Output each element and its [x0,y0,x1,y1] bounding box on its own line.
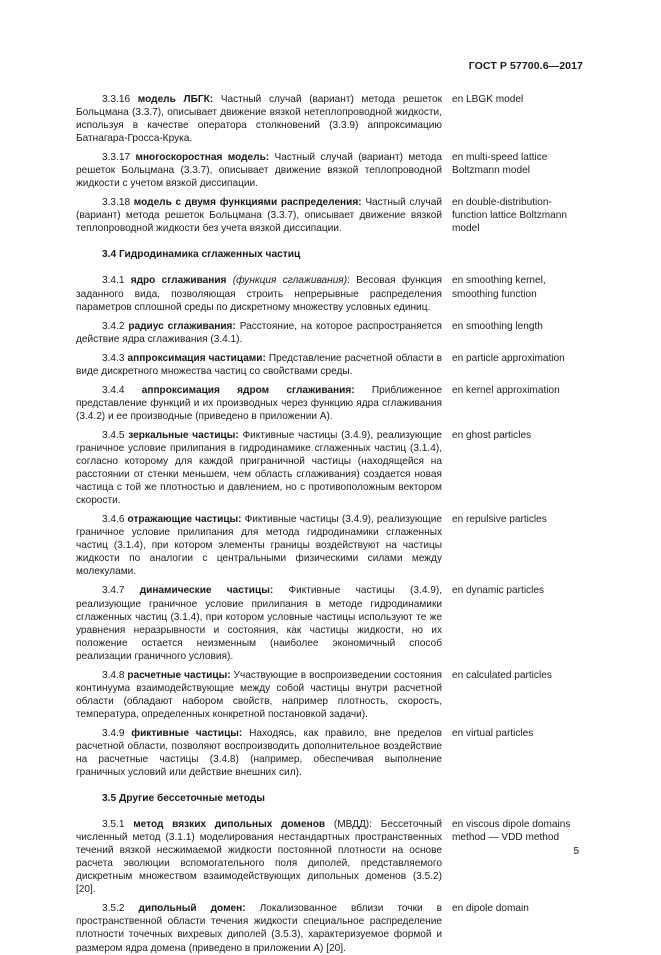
term-definition-ru [76,196,442,235]
term-definition: Участвующие в воспроизведении состояния континуума взаимодействующие между собой частицы внутри расчетной области (обладают набором свойств, например плотность, скорость, температура, определенных конкретной постановкой задачи). [76,669,442,720]
term-entry [76,818,586,896]
term-definition-ru [76,429,442,507]
term-suffix: : [347,275,350,287]
term-name: аппроксимация частицами: [127,352,266,364]
term-english: en particle approximation [452,352,565,364]
section-heading: 3.4 Гидродинамика сглаженных частиц [102,249,301,261]
term-number: 3.4.3 [102,352,125,364]
term-number: 3.5.1 [102,819,125,831]
term-definition-ru [76,151,442,190]
term-entry [76,274,586,313]
term-english: en LBGK model [452,94,524,105]
term-definition-ru [76,320,442,346]
term-number: 3.4.5 [102,429,125,441]
term-definition: Находясь, как правило, вне пределов расчетной области, позволяют воспроизводить дополнительное воздействие на расчетные частицы (3.4.8) (например, обеспечивая выполнение граничных условий или действие внешних сил). [76,727,442,779]
term-english: en virtual particles [452,727,534,739]
term-definition: Представление расчетной области в виде дискретного множества частиц со свойствами среды. [76,352,442,377]
term-english: en double-distribution-function lattice Boltzmann model [452,197,568,235]
term-synonym: (функция сглаживания) [232,275,348,287]
term-definition: Локализованное вблизи точки в пространственной области течения жидкости специальное распределение плотности точечных вихревых диполей (3.5.3), характеризуемое формой и размером ядра домена (приведено в приложении А) [20]. [76,903,442,954]
term-english: en multi-speed lattice Boltzmann model [452,152,548,177]
term-definition: Весовая функция заданного вида, позволяющая строить непрерывные распределения параметров сплошной среды по дискретному множеству условных единиц. [76,275,442,313]
term-entry [76,384,586,423]
term-entry [76,320,586,346]
section-heading: 3.5 Другие бессеточные методы [102,793,265,805]
term-name: ядро сглаживания [130,275,227,287]
term-definition-ru [76,93,442,145]
term-number: 3.3.16 [102,94,131,105]
document-header: ГОСТ Р 57700.6—2017 [468,60,583,72]
term-english: en calculated particles [452,669,552,681]
term-name: метод вязких дипольных доменов [133,819,326,831]
term-definition-ru [76,274,442,313]
term-definition: Частный случай (вариант) метода решеток Больцмана (3.3.7), описывает движение вязкой нетеплопроводной жидкости, используя в качестве оператора столкновений (3.3.9) аппроксимацию Батнагара-Гросса-Крука. [76,94,443,145]
term-name: отражающие частицы: [127,514,242,526]
term-definition-ru [76,584,442,662]
term-english: en ghost particles [452,429,532,441]
term-english: en viscous dipole domains method — VDD method [452,819,571,844]
term-definition: Расстояние, на которое распространяется действие ядра сглаживания (3.4.1). [76,320,442,345]
page-number: 5 [573,846,579,857]
term-definition-ru [76,669,442,721]
term-entry [76,669,586,721]
term-english: en dipole domain [452,903,529,915]
term-definition: Фиктивные частицы (3.4.9), реализующие граничное условие прилипания в методе гидродинамики сглаженных частиц (3.1.4), при котором условные частицы используют те же уравнения неразрывности и состояния, как частицы жидкости, но их положение остается неизменным (наиболее экономичный способ реализации граничного условия). [76,585,443,662]
term-name: динамические частицы: [139,585,274,597]
term-name: аппроксимация ядром сглаживания: [141,384,355,396]
term-definition: Частный случай (вариант) метода решеток Больцмана (3.3.7), описывает движение вязкой теплопроводной жидкости с учетом вязкой диссипации. [76,152,442,190]
term-name: расчетные частицы: [127,669,231,681]
term-name: дипольный домен: [138,903,246,915]
term-definition-ru [76,818,442,896]
term-english: en repulsive particles [452,514,547,526]
term-number: 3.4.4 [102,384,125,396]
term-name: зеркальные частицы: [128,429,239,441]
term-definition-ru [76,902,442,954]
term-definition-ru [76,352,442,378]
term-definition: Частный случай (вариант) метода решеток Больцмана (3.3.7), описывает движение вязкой теплопроводной жидкости без учета вязкой диссипации. [76,197,443,235]
term-entry [76,93,586,145]
term-suffix: (МВДД): [325,819,372,831]
term-number: 3.4.1 [102,275,125,287]
term-entry [76,352,586,378]
term-definition-ru [76,513,442,578]
term-name: модель с двумя функциями распределения: [133,197,362,209]
term-definition: Фиктивные частицы (3.4.9), реализующие граничное условие прилипания для метода гидродинамики сглаженных частиц (3.1.4), при котором элементы границы воздействуют на частицы жидкости по аналогии с центральными физическими силами между молекулами. [76,514,442,578]
term-definition: Приближенное представление функций и их производных через функцию ядра сглаживания (3.4.2) и ее производные (приведено в приложении А). [76,384,443,422]
term-english: en dynamic particles [452,585,545,597]
term-english: en smoothing kernel, smoothing function [452,275,546,300]
term-entry [76,151,586,190]
term-entry [76,429,586,507]
term-number: 3.3.18 [102,197,131,209]
term-name: многоскоростная модель: [135,152,270,164]
term-name: радиус сглаживания: [128,320,236,332]
term-definition: Фиктивные частицы (3.4.9), реализующие граничное условие прилипания в гидродинамике сглаженных частиц (3.1.4), согласно которому для каждой приграничной частицы (находящейся на расстоянии от стенки меньшем, чем область сглаживания) создается новая частица с той же плотностью и давлением, но с противоположным вектором скорости. [76,429,442,507]
term-number: 3.3.17 [102,152,131,164]
term-number: 3.4.2 [102,320,125,332]
term-definition-ru [76,727,442,779]
document-body [76,93,586,955]
term-definition-ru [76,384,442,423]
term-english: en kernel approximation [452,384,560,396]
term-entry [76,584,586,662]
term-name: фиктивные частицы: [131,727,243,739]
term-definition: Бессеточный численный метод (3.1.1) моделирования нестандартных пространственных течений вязкой несжимаемой жидкости постоянной плотности на основе расчета эволюции вспомогательного поля диполей, представляемого дискретным множеством взаимодействующих дипольных доменов (3.5.2) [20]. [76,819,442,896]
term-entry [76,727,586,779]
term-entry [76,513,586,578]
term-english: en smoothing length [452,320,543,332]
term-number: 3.5.2 [102,903,125,915]
term-number: 3.4.7 [102,585,125,597]
term-number: 3.4.6 [102,514,125,526]
term-entry [76,196,586,235]
term-number: 3.4.8 [102,669,125,681]
term-entry [76,902,586,954]
term-number: 3.4.9 [102,727,125,739]
term-name: модель ЛБГК: [137,94,214,105]
